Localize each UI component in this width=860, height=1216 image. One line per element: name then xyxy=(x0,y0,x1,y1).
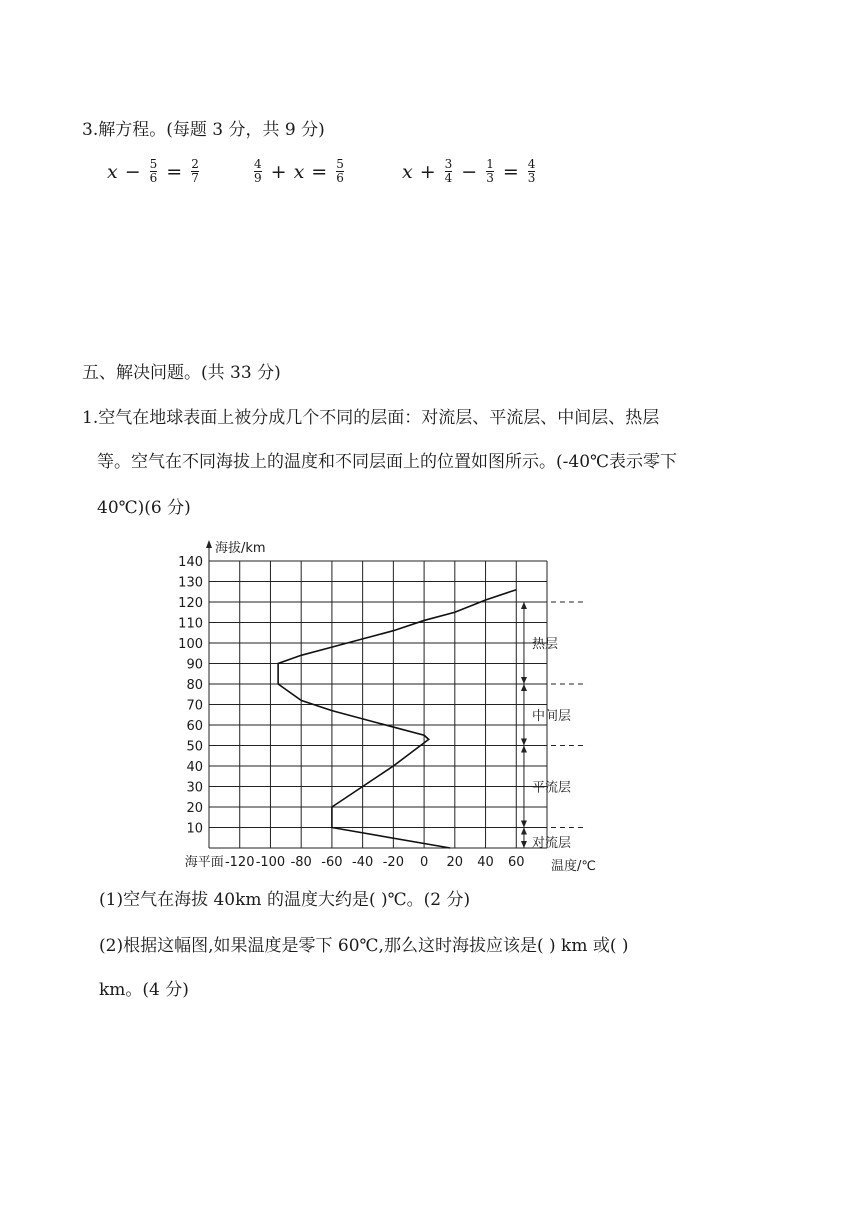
eq1-f2-numerator: 2 xyxy=(191,157,199,171)
eq2-fraction-2 xyxy=(336,158,344,185)
eq2-f2-denominator: 6 xyxy=(336,171,344,185)
eq3-fraction-2 xyxy=(486,158,494,185)
layer-label: 中间层 xyxy=(531,708,571,724)
eq1-f2-denominator: 7 xyxy=(191,171,199,185)
eq1-fraction-1 xyxy=(150,158,158,185)
x-tick-label: -20 xyxy=(382,855,404,870)
y-tick-label: 20 xyxy=(186,801,203,816)
y-tick-label: 110 xyxy=(178,616,203,632)
equation-1 xyxy=(107,158,201,185)
sub-question-2-line-2: km。(4 分) xyxy=(99,980,189,1000)
eq2-equals: = xyxy=(311,160,328,183)
eq3-operator-2: − xyxy=(461,160,478,183)
x-tick-label: 20 xyxy=(446,855,464,870)
eq3-fraction-1 xyxy=(445,158,453,185)
temperature-curve xyxy=(278,590,516,848)
sub-question-1: (1)空气在海拔 40km 的温度大约是( )℃。(2 分) xyxy=(99,890,471,910)
x-tick-label: -40 xyxy=(352,855,374,870)
x-tick-label: -100 xyxy=(255,855,286,870)
x-tick-label: -60 xyxy=(321,855,343,870)
eq1-equals: = xyxy=(166,160,183,183)
layer-label: 对流层 xyxy=(531,835,571,851)
eq2-fraction-1 xyxy=(254,158,262,185)
layer-arrow-up xyxy=(521,746,527,753)
x-tick-label: 40 xyxy=(477,855,494,870)
sub-question-2-line-1: (2)根据这幅图,如果温度是零下 60℃,那么这时海拔应该是( ) km 或( ) xyxy=(99,936,629,956)
eq2-f2-numerator: 5 xyxy=(336,157,344,171)
eq1-f1-denominator: 6 xyxy=(149,171,158,185)
eq3-equals: = xyxy=(502,160,519,183)
layer-arrow-down xyxy=(521,739,527,746)
equation-2 xyxy=(252,158,346,185)
x-tick-label: 0 xyxy=(419,855,429,870)
x-tick-label: -80 xyxy=(290,855,312,870)
question-1-line-2: 等。空气在不同海拔上的温度和不同层面上的位置如图所示。(-40℃表示零下 xyxy=(97,452,678,472)
eq3-f1-denominator: 4 xyxy=(444,171,453,185)
eq1-operator: − xyxy=(124,160,141,183)
y-tick-label: 60 xyxy=(186,719,203,734)
eq3-f1-numerator: 3 xyxy=(444,157,453,171)
layer-arrow-up xyxy=(521,828,527,835)
eq2-f1-denominator: 9 xyxy=(254,171,262,185)
eq3-f2-numerator: 1 xyxy=(486,157,494,171)
layer-arrow-down xyxy=(521,821,527,828)
eq2-operator: + xyxy=(270,160,287,183)
y-axis-arrow-head xyxy=(206,540,212,548)
question-1-line-3: 40℃)(6 分) xyxy=(97,498,191,518)
layer-label: 热层 xyxy=(531,637,558,652)
eq3-fraction-3 xyxy=(528,158,536,185)
y-tick-label: 140 xyxy=(178,555,203,570)
eq3-operator-1: + xyxy=(419,160,436,183)
y-tick-label: 120 xyxy=(178,596,203,611)
eq2-f1-numerator: 4 xyxy=(254,157,262,171)
eq3-f2-denominator: 3 xyxy=(486,171,494,185)
equation-3 xyxy=(402,158,537,185)
eq3-f3-denominator: 3 xyxy=(527,171,536,185)
y-axis-label: 海拔/km xyxy=(215,541,266,556)
layer-arrow-down xyxy=(521,841,527,848)
section3-title: 3.解方程。(每题 3 分，共 9 分) xyxy=(82,120,325,140)
eq1-fraction-2 xyxy=(191,158,199,185)
y-tick-label: 80 xyxy=(186,678,203,693)
x-tick-label: 60 xyxy=(507,855,525,870)
layer-arrow-down xyxy=(521,677,527,684)
y-tick-label: 130 xyxy=(178,575,203,591)
eq3-f3-numerator: 4 xyxy=(527,157,536,171)
eq2-variable: x xyxy=(293,160,305,183)
y-tick-label: 100 xyxy=(178,637,203,652)
origin-label: 海平面 xyxy=(184,855,224,870)
x-axis-label: 温度/℃ xyxy=(551,859,596,874)
question-1-line-1: 1.空气在地球表面上被分成几个不同的层面：对流层、平流层、中间层、热层 xyxy=(82,408,660,428)
x-tick-label: -120 xyxy=(224,855,255,870)
layer-label: 平流层 xyxy=(531,780,571,796)
layer-arrow-up xyxy=(521,684,527,691)
y-tick-label: 40 xyxy=(186,760,203,775)
eq3-variable: x xyxy=(402,160,413,183)
y-tick-label: 30 xyxy=(186,780,203,796)
y-tick-label: 90 xyxy=(186,657,203,673)
y-tick-label: 70 xyxy=(186,698,203,714)
altitude-temperature-chart xyxy=(135,534,605,874)
layer-arrow-up xyxy=(521,602,527,609)
eq1-f1-numerator: 5 xyxy=(149,157,158,171)
eq1-variable: x xyxy=(107,160,118,183)
y-tick-label: 10 xyxy=(186,821,203,837)
section5-title: 五、解决问题。(共 33 分) xyxy=(82,363,281,383)
y-tick-label: 50 xyxy=(186,739,203,755)
